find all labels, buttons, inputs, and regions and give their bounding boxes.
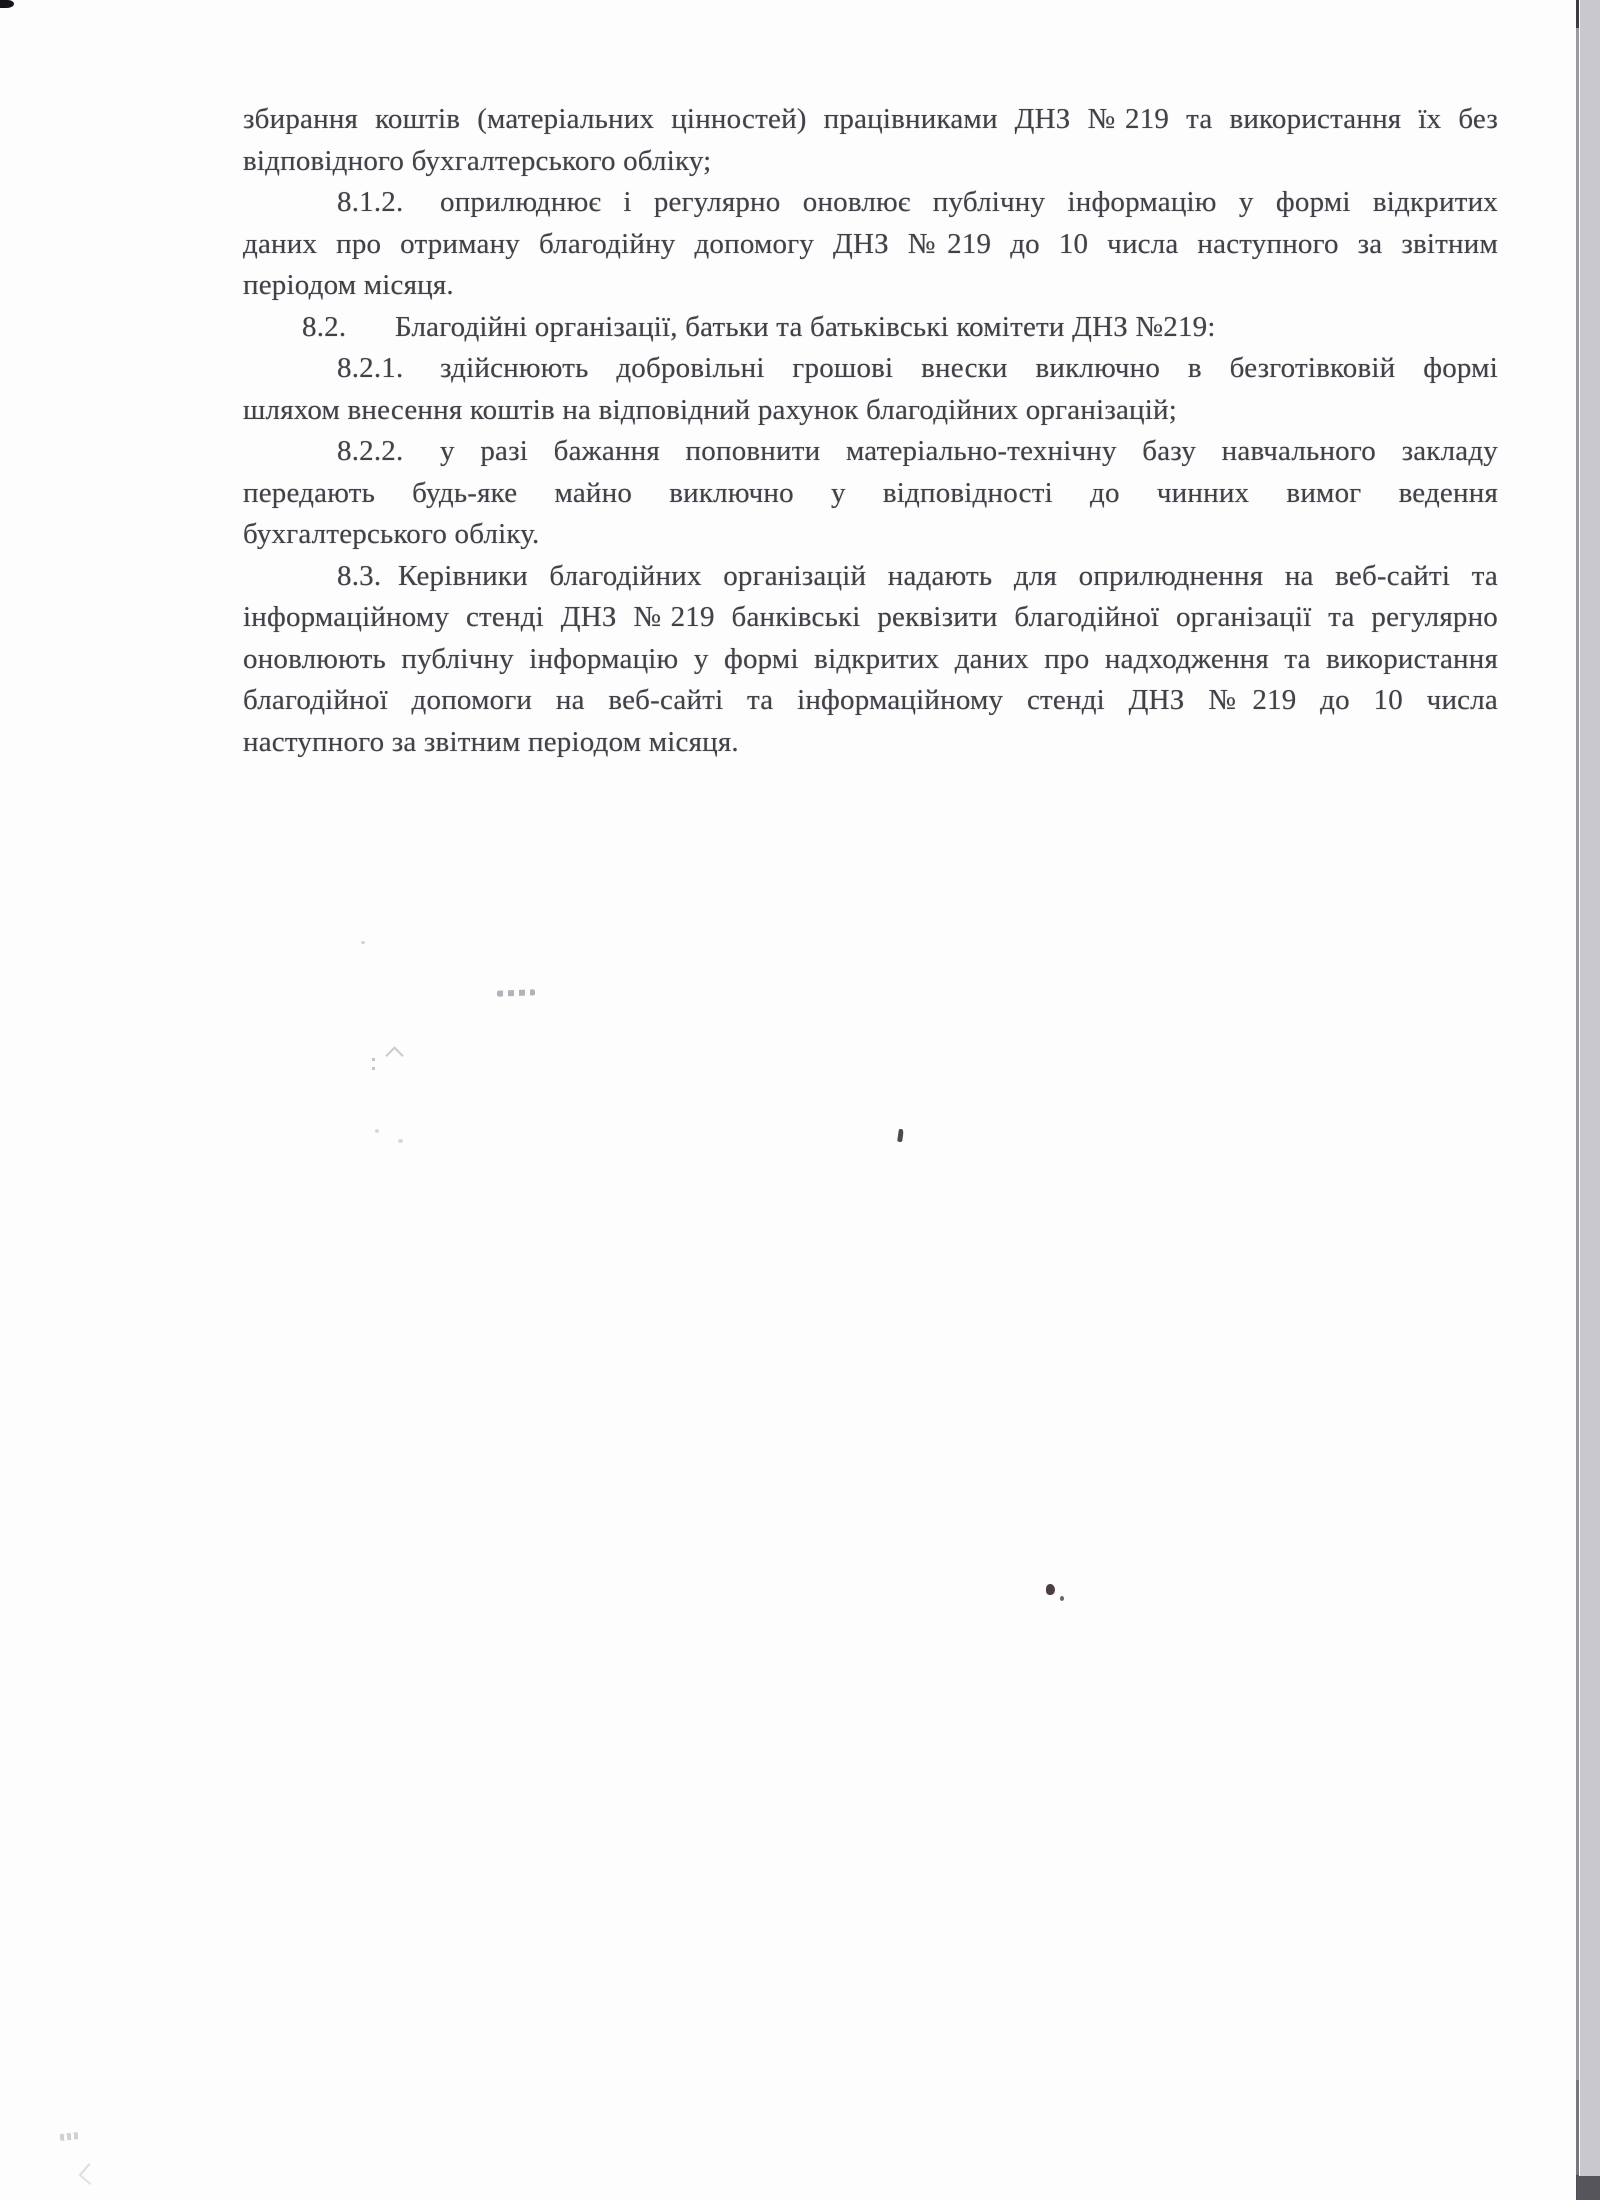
- line-text: здійснюють добровільні грошові внески виключно в безготівковій формі: [440, 352, 1498, 384]
- line-text: наступного за звітним періодом місяця.: [243, 725, 739, 758]
- ink-tick-mark: [897, 1129, 904, 1143]
- clause-number: 8.1.2.: [337, 186, 404, 218]
- line-text: Благодійні організації, батьки та батьківські комітети ДНЗ №219:: [395, 310, 1216, 343]
- scan-speck: [361, 941, 365, 944]
- clause-number: 8.2.2.: [337, 435, 404, 467]
- scan-speck: [375, 1129, 379, 1133]
- line-text: передають будь-яке майно виключно у відповідності до чинних вимог ведення: [243, 476, 1498, 509]
- text-line: [243, 182, 1498, 224]
- document-text-block: [243, 99, 1498, 763]
- scan-edge-band-right: [1580, 0, 1600, 2200]
- text-line: [243, 722, 1498, 764]
- line-text: відповідного бухгалтерського обліку;: [243, 144, 712, 177]
- text-line: [243, 390, 1498, 432]
- line-text: оприлюднює і регулярно оновлює публічну інформацію у формі відкритих: [440, 186, 1498, 218]
- faint-colon-mark: [372, 1058, 375, 1061]
- line-text: даних про отриману благодійну допомогу ДНЗ №219 до 10 числа наступного за звітним: [243, 227, 1498, 260]
- text-line: [243, 473, 1498, 515]
- ink-dot-mark: [1046, 1584, 1055, 1595]
- line-text: періодом місяця.: [243, 269, 454, 301]
- text-line: [243, 224, 1498, 266]
- faint-mark-bottom-left: [79, 2163, 101, 2185]
- scan-corner-mark-top-left: [0, 0, 14, 8]
- text-line: [243, 141, 1498, 183]
- text-line: [243, 431, 1498, 473]
- text-line: [243, 348, 1498, 390]
- pencil-dash-mark: [497, 989, 535, 996]
- text-line: [243, 639, 1498, 681]
- text-line: [243, 556, 1498, 598]
- line-text: шляхом внесення коштів на відповідний рахунок благодійних організацій;: [243, 393, 1177, 426]
- faint-caret-mark: [385, 1046, 403, 1064]
- text-line: [243, 680, 1498, 722]
- line-text: оновлюють публічну інформацію у формі відкритих даних про надходження та використання: [243, 642, 1498, 675]
- text-line: [243, 265, 1498, 307]
- clause-number: 8.2.: [302, 310, 347, 343]
- line-text: інформаційному стенді ДНЗ №219 банківські реквізити благодійної організації та регулярно: [243, 601, 1498, 633]
- line-text: збирання коштів (матеріальних цінностей) працівниками ДНЗ №219 та використання їх без: [243, 103, 1498, 135]
- clause-number: 8.2.1.: [337, 352, 404, 384]
- scan-speck: [398, 1139, 403, 1143]
- text-line: [243, 307, 1498, 349]
- text-line: [243, 597, 1498, 639]
- text-line: [243, 99, 1498, 141]
- text-line: [243, 514, 1498, 556]
- scan-corner-mark-bottom-right: [1577, 2176, 1600, 2200]
- line-text: Керівники благодійних організацій надають для оприлюднення на веб-сайті та: [398, 559, 1498, 592]
- line-text: бухгалтерського обліку.: [243, 518, 540, 550]
- clause-number: 8.3.: [337, 559, 382, 592]
- line-text: у разі бажання поповнити матеріально-технічну базу навчального закладу: [440, 435, 1498, 467]
- line-text: благодійної допомоги на веб-сайті та інформаційному стенді ДНЗ №219 до 10 числа: [243, 684, 1498, 716]
- faint-mark-bottom-left: [60, 2132, 80, 2141]
- ink-dot-mark-small: [1060, 1596, 1064, 1601]
- scan-edge-line-right: [1576, 0, 1579, 2200]
